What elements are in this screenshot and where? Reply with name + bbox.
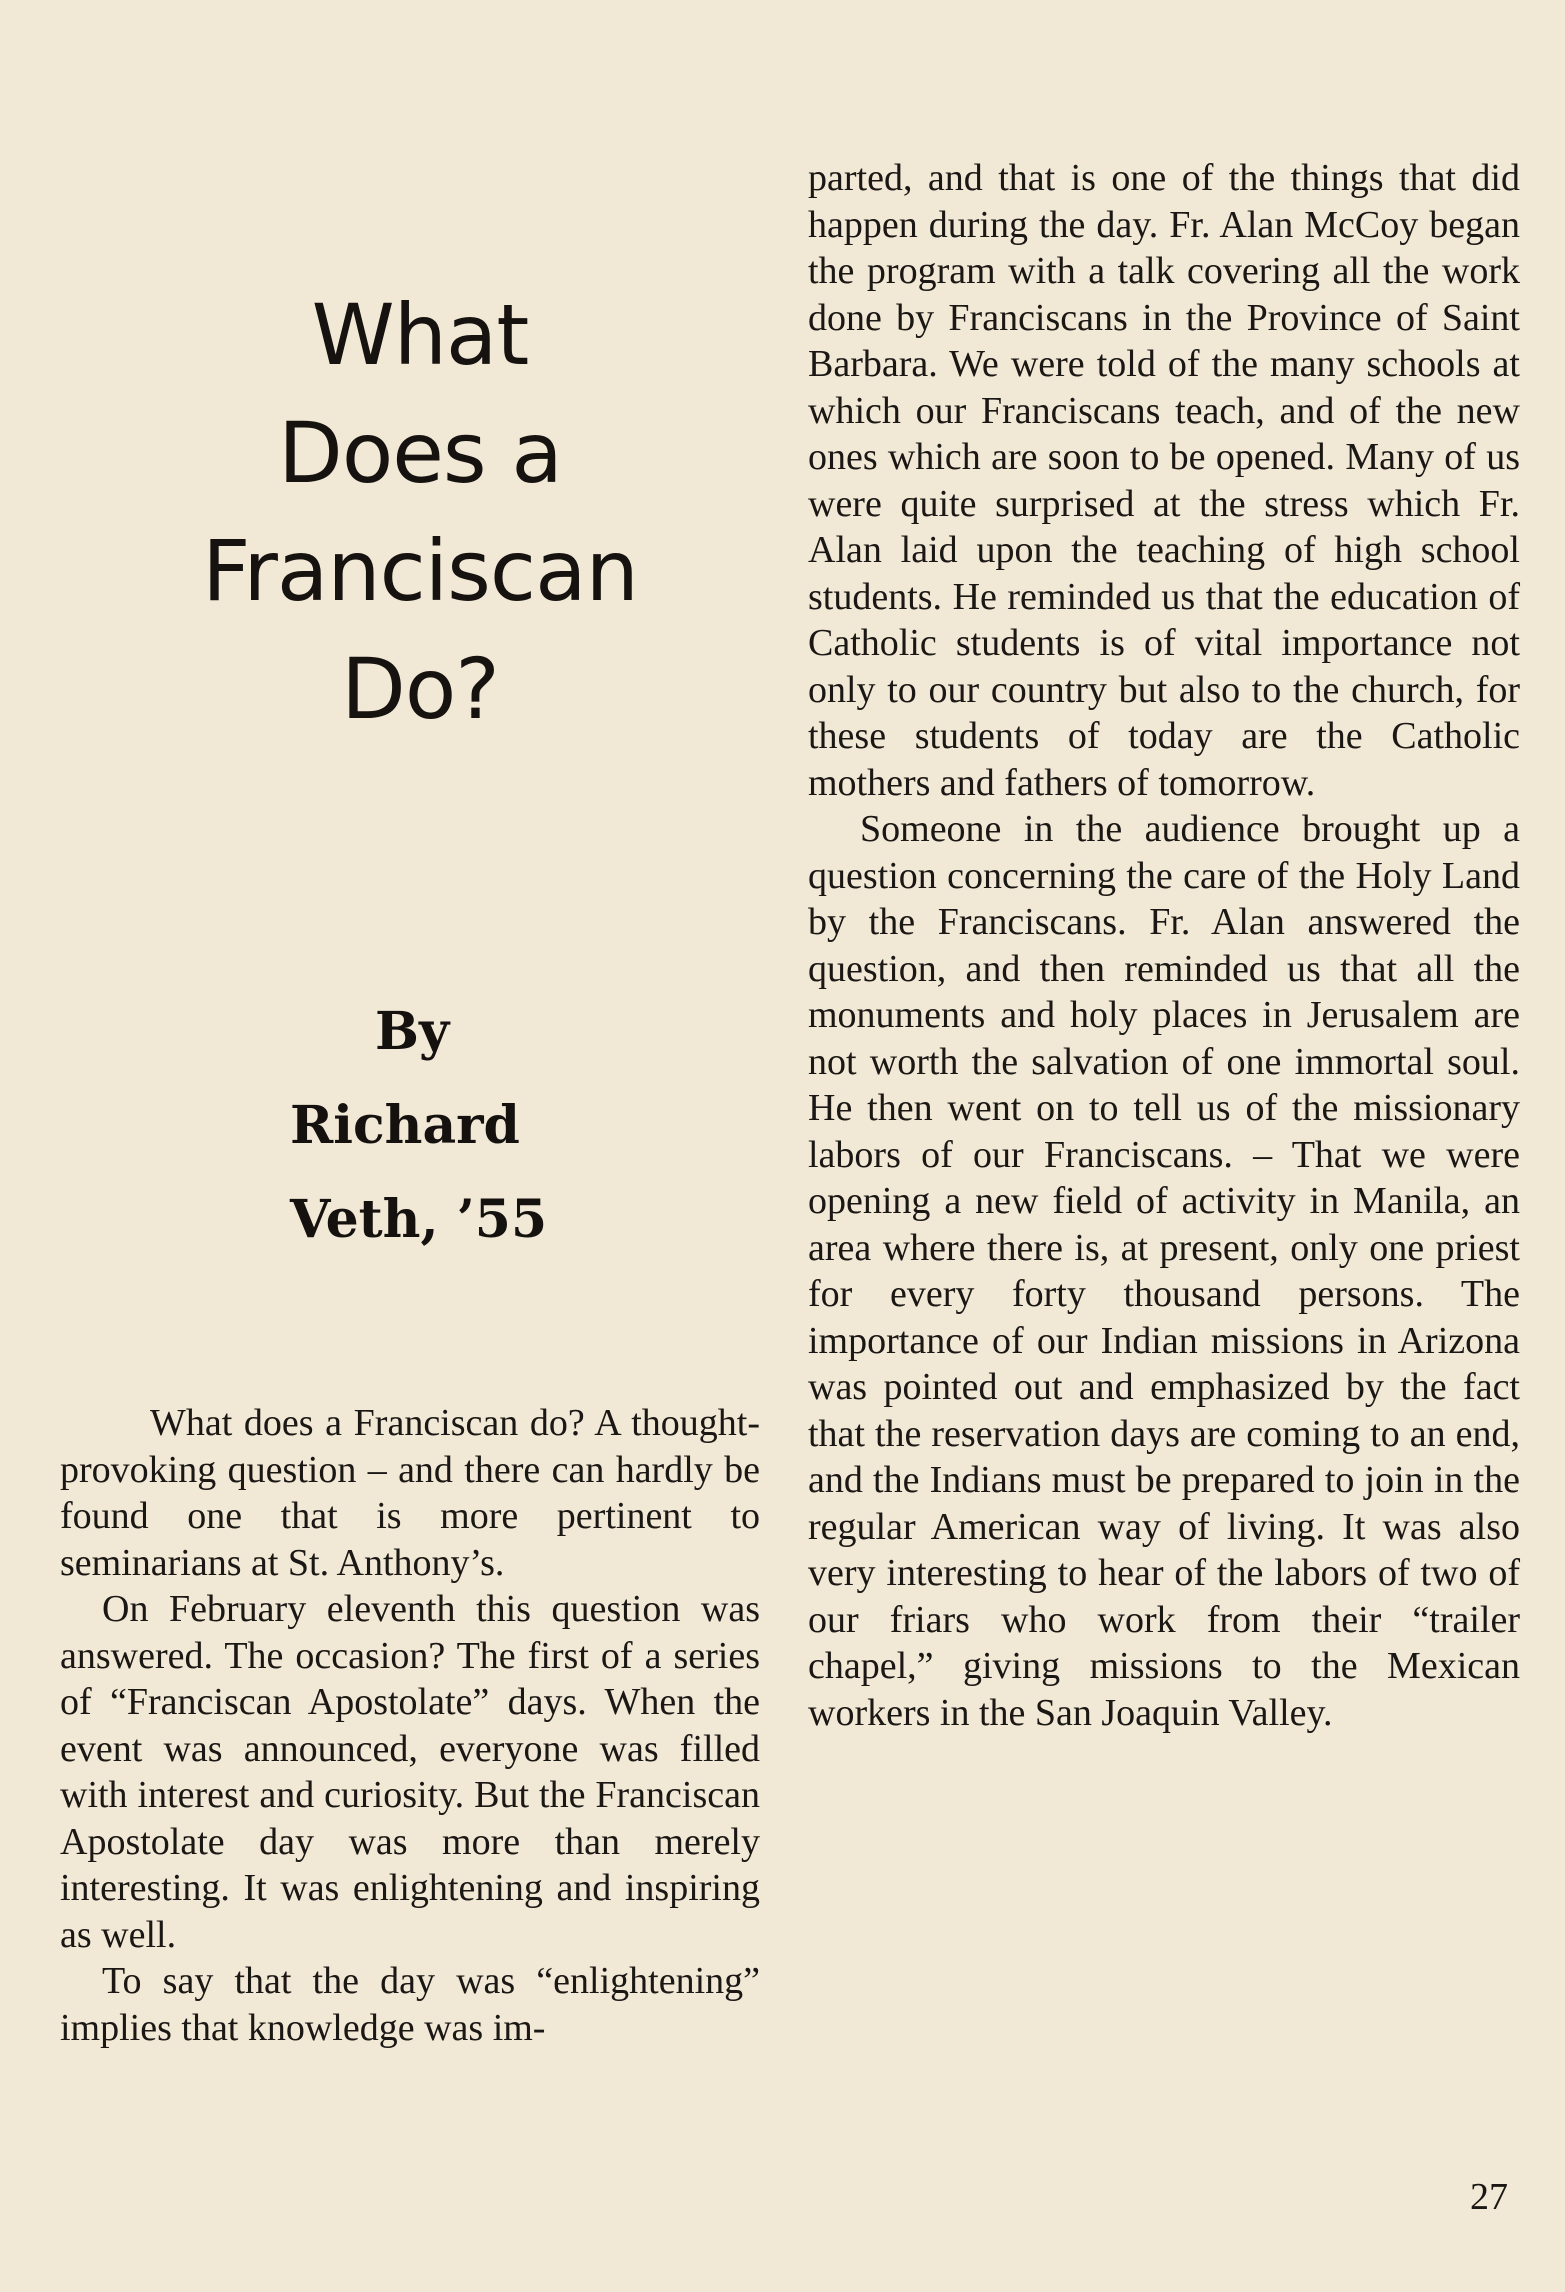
author-last-name-class: Veth, ’55 [290, 1189, 548, 1250]
paragraph: On February eleventh this question was answered. The occasion? The first of a series of “Franciscan Apostolate” days. When the event was announced, everyone was filled with interest and curiosity. But the Franciscan Apostolate day was more than merely interesting. It was enlightening and inspiring as well. [60, 1588, 760, 1956]
paragraph: What does a Franciscan do? A thought-provoking question – and there can hardly be found one that is more pertinent to seminarians at St. Anthony’s. [60, 1402, 760, 1584]
title-line-2: Does a [278, 404, 562, 503]
page-number: 27 [1470, 2176, 1508, 2218]
paragraph: To say that the day was “enlightening” implies that knowledge was im- [60, 1960, 760, 2049]
title-line-4: Do? [341, 640, 499, 739]
byline-by: By [375, 1001, 450, 1062]
article-title [110, 276, 730, 748]
author-byline [290, 985, 610, 1267]
title-line-3: Franciscan [202, 522, 638, 621]
author-first-name: Richard [290, 1095, 520, 1156]
article-column-right [808, 155, 1520, 1736]
paragraph: Someone in the audience brought up a question concerning the care of the Holy Land by the Franciscans. Fr. Alan answered the question, and then reminded us that all the monuments and holy places in Jerusalem are not worth the salvation of one immortal soul. He then went on to tell us of the missionary labors of our Franciscans. – That we were opening a new field of activity in Manila, an area where there is, at present, only one priest for every forty thousand persons. The importance of our Indian missions in Arizona was pointed out and emphasized by the fact that the reservation days are coming to an end, and the Indians must be prepared to join in the regular American way of living. It was also very interesting to hear of the labors of two of our friars who work from their “trailer chapel,” giving missions to the Mexican workers in the San Joaquin Valley. [808, 808, 1520, 1734]
article-column-left [60, 1400, 760, 2051]
title-line-1: What [311, 286, 529, 385]
paragraph: parted, and that is one of the things that did happen during the day. Fr. Alan McCoy began the program with a talk covering all the work done by Franciscans in the Province of Saint Barbara. We were told of the many schools at which our Franciscans teach, and of the new ones which are soon to be opened. Many of us were quite surprised at the stress which Fr. Alan laid upon the teaching of high school students. He reminded us that the education of Catholic students is of vital importance not only to our country but also to the church, for these students of today are the Catholic mothers and fathers of tomorrow. [808, 157, 1520, 804]
